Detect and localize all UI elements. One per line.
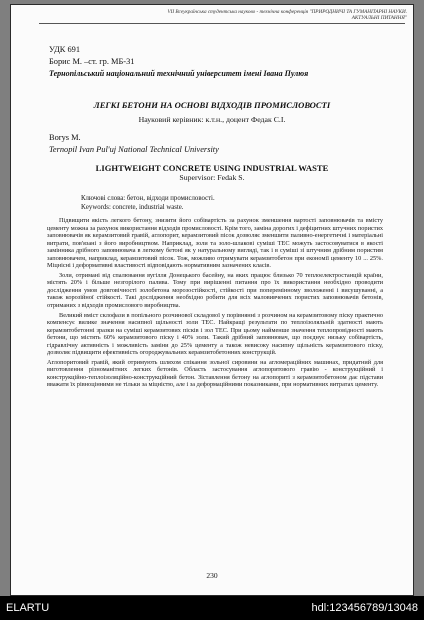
conference-header xyxy=(137,9,407,21)
handle-identifier: hdl:123456789/13048 xyxy=(311,602,418,614)
author-ua: Борис М. –ст. гр. МБ-31 xyxy=(49,57,135,66)
udk-code: УДК 691 xyxy=(49,45,81,54)
conference-header-line1: VII Всеукраїнська студентська науково - технічна конференція "ПРИРОДНИЧІ ТА ГУМАНІТАРНІ НАУКИ. xyxy=(167,9,407,15)
paragraph: Золи, отримані від спалювання вугілля Донецького басейну, на яких працює близько 70 теплоелектростанцій країни, містять 20% і більше незгорілого палива. Тому при вирішенні питання про їх використання необхідно проводити дослідження умов довговічності золобетона морозостійкості, стійкості при поперемінному зволоженні і висушуванні, а також корозійної стійкості. Такі дослідження необхідно робити для всіх маловивчених пористих заповнювачів бетонів, отриманих з відходів промислового виробництва. xyxy=(47,271,383,310)
title-en: LIGHTWEIGHT CONCRETE USING INDUSTRIAL WASTE xyxy=(95,163,329,173)
supervisor-ua: Науковий керівник: к.т.н., доцент Федак С.І. xyxy=(138,115,286,124)
paragraph: Аглопоритовий гравій, який отримують шляхом спікання зольної сировини на агломераційних машинах, придатний для виготовлення різноманітних легких бетонів. Область застосування аглопоритового гравію - конструкційний і конструкційно-теплоізоляційно-конструкційний бетон. Зіставлення бетону на аглопориті з керамзитобетоном дає підстави вважати їх рівноцінними не тільки за міцністю, але і за деформаційними показниками, при нормативних витратах цементу. xyxy=(47,358,383,389)
repository-footer xyxy=(0,596,424,620)
paragraph: Великий вміст склофази в попільного розчинової складової у порівнянні з розчином на керамзитовому піску практично компенсує вилике значення насипної щільності золи ТЕС. Найкращі результати по теплоізоляльній здатності мають керамзитобетонні зразки на суміші керамзитових пісків і зол ТЕС. При цьому найменше значення теплопровідності мають бетони, що містять 60% керамзитового піску і 40% золи. Такий дрібний заповнювач, що поєднує низьку собівартість, гідравлічну активність і можливість заміни до 25% цементу а також невисоку насипну щільність керамзитового піску, дозволяє підвищити ефективність огороджувальних керамзитобетонних конструкцій. xyxy=(47,311,383,357)
repository-name: ELARTU xyxy=(6,602,50,614)
document-page xyxy=(10,4,414,596)
paragraph: Підвищити якість легкого бетону, знизити його собівартість за рахунок зменшення вартості заповнювачів та вмісту цементу можна за рахунок використання відходів промисловості. Крім того, заміна дорогих і дефіцитних штучних пористих заповнювачів як керамзитовий гравій, аглопорит, керамзитовий пісок дозволяє зменшити паливно-енергетичні і матеріальні витрати, пов'язані з його виробництвом. Наприклад, золи та золо-шлакові суміші ТЕС можуть застосовуватися в якості замінника дрібного заповнювача в легкому бетоні як у натуральному вигляді, так і в суміші зі штучним дрібним пористим заповнювачем, наприклад, керамзитовий пісок. Тож, можливо отримувати керамзитобетон при економії цементу 10 ... 25%. Міцнісні і деформативні властивості відповідають нормативним зазначених класів. xyxy=(47,217,383,270)
keywords-en: Keywords: concrete, industrial waste. xyxy=(81,204,184,211)
keywords-ua: Ключові слова: бетон, відходи промисловості. xyxy=(81,195,215,202)
page-number: 230 xyxy=(206,571,218,580)
affiliation-ua: Тернопільський національний технічний університет імені Івана Пулюя xyxy=(49,69,309,78)
affiliation-en: Ternopil Ivan Pul'uj National Technical University xyxy=(49,145,219,154)
conference-header-line2: АКТУАЛЬНІ ПИТАННЯ" xyxy=(351,15,407,21)
body-text xyxy=(47,217,383,391)
title-ua: ЛЕГКІ БЕТОНИ НА ОСНОВІ ВІДХОДІВ ПРОМИСЛОВОСТІ xyxy=(93,100,331,110)
supervisor-en: Supervisor: Fedak S. xyxy=(179,173,245,182)
header-divider xyxy=(39,23,405,24)
author-en: Borys M. xyxy=(49,133,81,142)
